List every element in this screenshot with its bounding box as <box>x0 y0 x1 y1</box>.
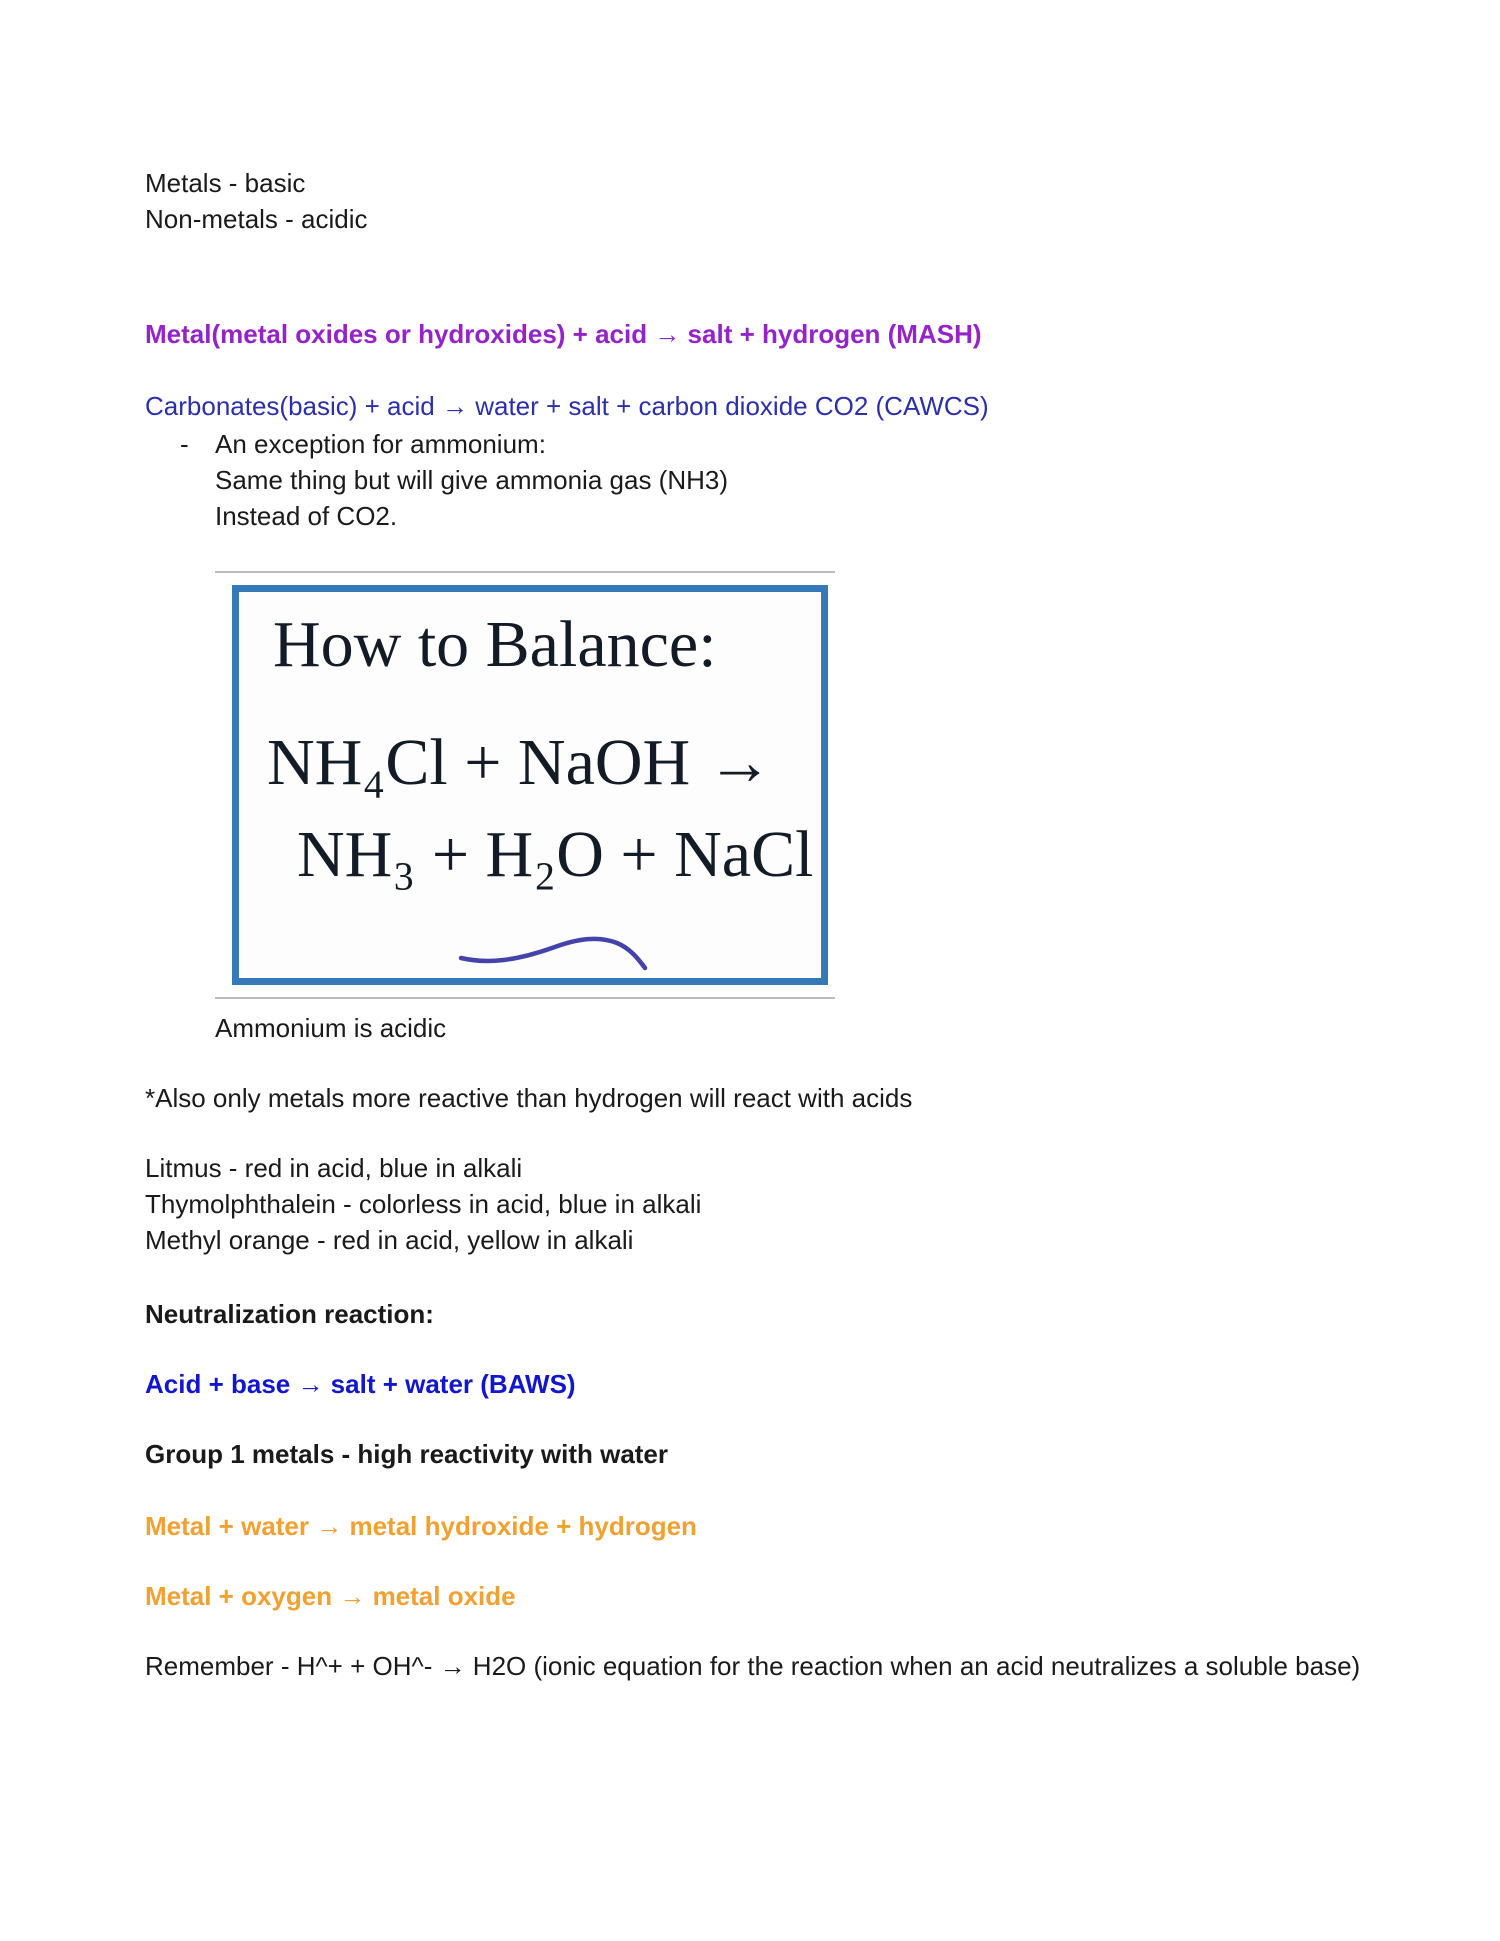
squiggle-underline-icon <box>457 930 657 976</box>
bullet-line-instead: Instead of CO2. <box>215 501 398 531</box>
cawcs-rule: Carbonates(basic) + acid → water + salt + carbon dioxide CO2 (CAWCS) <box>145 391 989 421</box>
baws-rule: Acid + base → salt + water (BAWS) <box>145 1369 576 1399</box>
figure-top-divider <box>215 571 835 573</box>
mash-rule: Metal(metal oxides or hydroxides) + acid → salt + hydrogen (MASH) <box>145 319 982 349</box>
bullet-marker: - <box>180 429 189 459</box>
reactivity-note: *Also only metals more reactive than hydrogen will react with acids <box>145 1083 913 1113</box>
bullet-line-ammonia: Same thing but will give ammonia gas (NH3) <box>215 465 728 495</box>
neutralization-heading: Neutralization reaction: <box>145 1299 434 1329</box>
metal-water-rule: Metal + water → metal hydroxide + hydrogen <box>145 1511 697 1541</box>
intro-line-nonmetals: Non-metals - acidic <box>145 204 368 234</box>
figure-title: How to Balance: <box>273 608 717 681</box>
remember-note: Remember - H^+ + OH^- → H2O (ionic equation for the reaction when an acid neutralizes a soluble base) <box>145 1651 1361 1681</box>
figure-caption: Ammonium is acidic <box>215 1013 447 1043</box>
figure-equation-reactants: NH₄Cl + NaOH → <box>267 726 773 799</box>
bullet-line-exception: An exception for ammonium: <box>215 429 546 459</box>
indicator-litmus: Litmus - red in acid, blue in alkali <box>145 1153 523 1183</box>
metal-oxygen-rule: Metal + oxygen → metal oxide <box>145 1581 516 1611</box>
indicator-methyl-orange: Methyl orange - red in acid, yellow in alkali <box>145 1225 634 1255</box>
how-to-balance-figure <box>232 585 828 985</box>
indicator-thymolphthalein: Thymolphthalein - colorless in acid, blue in alkali <box>145 1189 702 1219</box>
figure-equation-products: NH₃ + H₂O + NaCl <box>297 818 814 891</box>
intro-line-metals: Metals - basic <box>145 168 306 198</box>
group1-heading: Group 1 metals - high reactivity with water <box>145 1439 669 1469</box>
figure-bottom-divider <box>215 997 835 999</box>
